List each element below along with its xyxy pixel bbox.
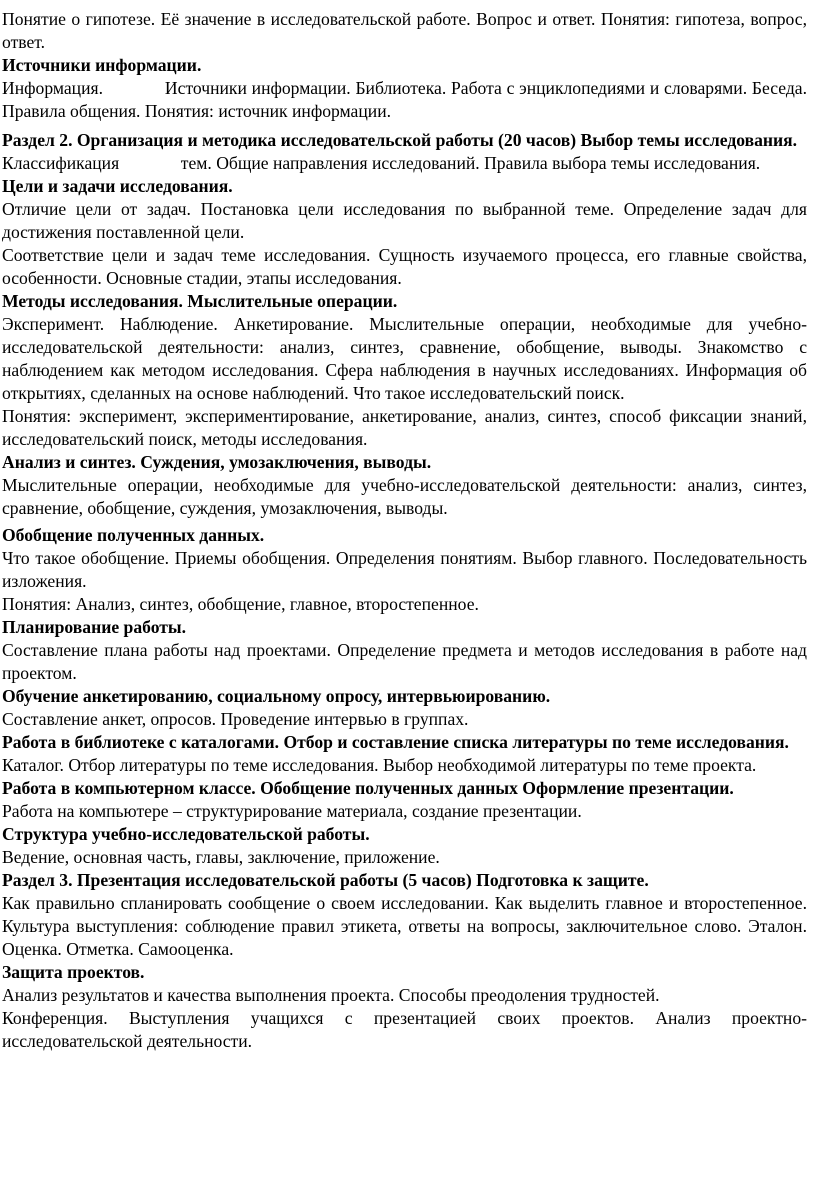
paragraph-survey-training: Составление анкет, опросов. Проведение интервью в группах. [2, 709, 469, 729]
paragraph-computer-class: Работа на компьютере – структурирование материала, создание презентации. [2, 801, 582, 821]
paragraph-research-methods: Эксперимент. Наблюдение. Анкетирование. Мыслительные операции, необходимые для учебно-исследовательской деятельности: анализ, синтез, сравнение, обобщение, выводы. Знакомство с наблюдением как методом исследования. Сфера наблюдения в научных исследованиях. Информация об открытиях, сделанных на основе наблюдений. Что такое исследовательский поиск. [2, 314, 807, 403]
paragraph-library-catalogs: Каталог. Отбор литературы по теме исследования. Выбор необходимой литературы по теме проекта. [2, 755, 757, 775]
paragraph-goals-correspondence: Соответствие цели и задач теме исследования. Сущность изучаемого процесса, его главные свойства, особенности. Основные стадии, этапы исследования. [2, 245, 807, 288]
paragraph-analysis-synthesis: Мыслительные операции, необходимые для учебно-исследовательской деятельности: анализ, синтез, сравнение, обобщение, суждения, умозаключения, выводы. [2, 475, 807, 518]
heading-work-structure: Структура учебно-исследовательской работы. [2, 824, 370, 844]
heading-information-sources: Источники информации. [2, 55, 202, 75]
heading-planning: Планирование работы. [2, 617, 187, 637]
heading-project-defense: Защита проектов. [2, 962, 145, 982]
heading-section-3: Раздел 3. Презентация исследовательской работы (5 часов) Подготовка к защите. [2, 870, 649, 890]
paragraph-generalization-concepts: Понятия: Анализ, синтез, обобщение, главное, второстепенное. [2, 594, 479, 614]
paragraph-generalization: Что такое обобщение. Приемы обобщения. Определения понятиям. Выбор главного. Последовательность изложения. [2, 548, 807, 591]
heading-goals-tasks: Цели и задачи исследования. [2, 176, 233, 196]
paragraph-methods-concepts: Понятия: эксперимент, экспериментирование, анкетирование, анализ, синтез, способ фиксации знаний, исследовательский поиск, методы исследования. [2, 406, 807, 449]
paragraph-topic-classification: Классификация тем. Общие направления исследований. Правила выбора темы исследования. [2, 153, 761, 173]
paragraph-planning: Составление плана работы над проектами. Определение предмета и методов исследования в работе над проектом. [2, 640, 807, 683]
paragraph-goals-difference: Отличие цели от задач. Постановка цели исследования по выбранной теме. Определение задач для достижения поставленной цели. [2, 199, 807, 242]
paragraph-conference: Конференция. Выступления учащихся с презентацией своих проектов. Анализ проектно-исследовательской деятельности. [2, 1008, 807, 1051]
heading-survey-training: Обучение анкетированию, социальному опросу, интервьюированию. [2, 686, 551, 706]
heading-section-2: Раздел 2. Организация и методика исследовательской работы (20 часов) Выбор темы исследования. [2, 130, 798, 150]
paragraph-project-defense: Анализ результатов и качества выполнения проекта. Способы преодоления трудностей. [2, 985, 660, 1005]
heading-library-catalogs: Работа в библиотеке с каталогами. Отбор и составление списка литературы по теме исследования. [2, 732, 789, 752]
heading-research-methods: Методы исследования. Мыслительные операции. [2, 291, 398, 311]
paragraph-presentation-prep: Как правильно спланировать сообщение о своем исследовании. Как выделить главное и второстепенное. Культура выступления: соблюдение правил этикета, ответы на вопросы, заключительное слово. Эталон. Оценка. Отметка. Самооценка. [2, 893, 807, 959]
heading-analysis-synthesis: Анализ и синтез. Суждения, умозаключения, выводы. [2, 452, 432, 472]
paragraph-work-structure: Ведение, основная часть, главы, заключение, приложение. [2, 847, 440, 867]
paragraph-information-sources: Информация. Источники информации. Библиотека. Работа с энциклопедиями и словарями. Беседа. Правила общения. Понятия: источник информации. [2, 78, 812, 121]
paragraph-hypothesis: Понятие о гипотезе. Её значение в исследовательской работе. Вопрос и ответ. Понятия: гипотеза, вопрос, ответ. [2, 9, 807, 52]
heading-computer-class: Работа в компьютерном классе. Обобщение полученных данных Оформление презентации. [2, 778, 734, 798]
heading-generalization: Обобщение полученных данных. [2, 525, 265, 545]
